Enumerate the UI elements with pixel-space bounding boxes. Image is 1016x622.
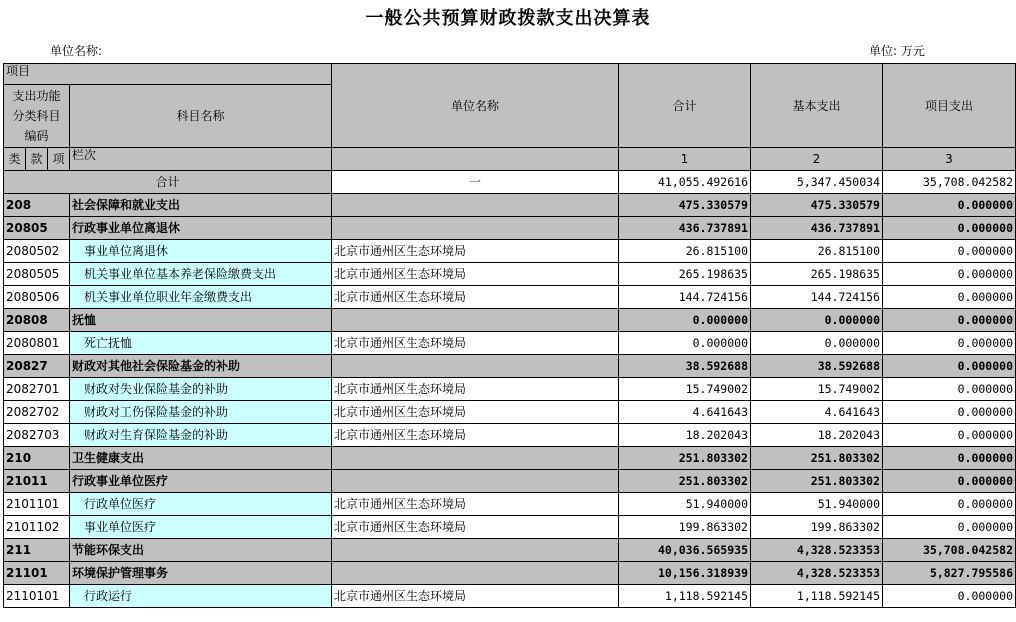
row-project: 0.000000 xyxy=(883,516,1016,539)
row-project: 0.000000 xyxy=(883,240,1016,263)
row-unit-name: 北京市通州区生态环境局 xyxy=(332,286,619,309)
table-row xyxy=(4,240,1016,263)
table-row xyxy=(4,286,1016,309)
row-subject-name: 抚恤 xyxy=(70,309,332,332)
row-basic: 4.641643 xyxy=(751,401,883,424)
row-basic: 1,118.592145 xyxy=(751,585,883,608)
row-basic: 251.803302 xyxy=(751,470,883,493)
row-code: 21011 xyxy=(4,470,70,493)
row-total: 144.724156 xyxy=(619,286,751,309)
row-code: 20827 xyxy=(4,355,70,378)
table-row xyxy=(4,309,1016,332)
header-func-code: 支出功能 分类科目 编码 xyxy=(4,85,70,148)
row-project: 0.000000 xyxy=(883,378,1016,401)
row-subject-name: 行政事业单位离退休 xyxy=(70,217,332,240)
row-code: 20808 xyxy=(4,309,70,332)
row-total: 18.202043 xyxy=(619,424,751,447)
header-col-order: 栏次 xyxy=(70,148,332,171)
table-row xyxy=(4,332,1016,355)
row-unit-name: 北京市通州区生态环境局 xyxy=(332,332,619,355)
row-code: 2082701 xyxy=(4,378,70,401)
header-total: 合计 xyxy=(619,64,751,148)
row-total: 26.815100 xyxy=(619,240,751,263)
header-col3: 3 xyxy=(883,148,1016,171)
header-xiang: 项 xyxy=(48,148,70,171)
row-unit-name: 北京市通州区生态环境局 xyxy=(332,585,619,608)
row-project: 0.000000 xyxy=(883,401,1016,424)
row-subject-name: 社会保障和就业支出 xyxy=(70,194,332,217)
row-total: 0.000000 xyxy=(619,309,751,332)
row-code: 2110101 xyxy=(4,585,70,608)
table-row xyxy=(4,424,1016,447)
row-unit-name: 北京市通州区生态环境局 xyxy=(332,401,619,424)
row-total: 10,156.318939 xyxy=(619,562,751,585)
row-basic: 38.592688 xyxy=(751,355,883,378)
row-total: 199.863302 xyxy=(619,516,751,539)
row-basic: 436.737891 xyxy=(751,217,883,240)
row-project: 0.000000 xyxy=(883,286,1016,309)
row-basic: 265.198635 xyxy=(751,263,883,286)
total-basic: 5,347.450034 xyxy=(751,171,883,194)
row-unit-name: 北京市通州区生态环境局 xyxy=(332,493,619,516)
row-basic: 0.000000 xyxy=(751,309,883,332)
row-total: 0.000000 xyxy=(619,332,751,355)
row-unit-name xyxy=(332,447,619,470)
row-unit-name xyxy=(332,217,619,240)
row-unit-name xyxy=(332,470,619,493)
row-code: 2080502 xyxy=(4,240,70,263)
row-code: 210 xyxy=(4,447,70,470)
row-unit-name: 北京市通州区生态环境局 xyxy=(332,263,619,286)
table-row xyxy=(4,447,1016,470)
row-subject-name: 行政运行 xyxy=(70,585,332,608)
row-code: 2101101 xyxy=(4,493,70,516)
row-total: 15.749002 xyxy=(619,378,751,401)
page-title: 一般公共预算财政拨款支出决算表 xyxy=(365,8,651,29)
row-total: 251.803302 xyxy=(619,447,751,470)
row-total: 265.198635 xyxy=(619,263,751,286)
row-project: 0.000000 xyxy=(883,309,1016,332)
row-total: 40,036.565935 xyxy=(619,539,751,562)
total-total: 41,055.492616 xyxy=(619,171,751,194)
total-project: 35,708.042582 xyxy=(883,171,1016,194)
row-code: 21101 xyxy=(4,562,70,585)
row-basic: 51.940000 xyxy=(751,493,883,516)
total-unit: 一 xyxy=(332,171,619,194)
total-label: 合计 xyxy=(4,171,332,194)
row-code: 2101102 xyxy=(4,516,70,539)
row-basic: 144.724156 xyxy=(751,286,883,309)
row-basic: 0.000000 xyxy=(751,332,883,355)
table-row xyxy=(4,539,1016,562)
row-subject-name: 死亡抚恤 xyxy=(70,332,332,355)
row-total: 436.737891 xyxy=(619,217,751,240)
table-row xyxy=(4,217,1016,240)
row-subject-name: 行政事业单位医疗 xyxy=(70,470,332,493)
row-subject-name: 卫生健康支出 xyxy=(70,447,332,470)
row-subject-name: 节能环保支出 xyxy=(70,539,332,562)
row-subject-name: 事业单位医疗 xyxy=(70,516,332,539)
row-subject-name: 财政对生育保险基金的补助 xyxy=(70,424,332,447)
row-basic: 251.803302 xyxy=(751,447,883,470)
row-project: 0.000000 xyxy=(883,470,1016,493)
row-project: 0.000000 xyxy=(883,194,1016,217)
table-row xyxy=(4,401,1016,424)
row-unit-name: 北京市通州区生态环境局 xyxy=(332,424,619,447)
row-unit-name: 北京市通州区生态环境局 xyxy=(332,516,619,539)
table-row xyxy=(4,470,1016,493)
row-subject-name: 环境保护管理事务 xyxy=(70,562,332,585)
row-unit-name: 北京市通州区生态环境局 xyxy=(332,240,619,263)
header-kuan: 款 xyxy=(26,148,48,171)
table-row xyxy=(4,194,1016,217)
row-total: 51.940000 xyxy=(619,493,751,516)
table-row xyxy=(4,378,1016,401)
row-code: 211 xyxy=(4,539,70,562)
table-row xyxy=(4,516,1016,539)
row-project: 0.000000 xyxy=(883,493,1016,516)
budget-table xyxy=(3,63,1016,608)
table-row xyxy=(4,562,1016,585)
row-code: 2080505 xyxy=(4,263,70,286)
header-col2: 2 xyxy=(751,148,883,171)
unit-name-label: 单位名称: xyxy=(50,44,103,58)
header-project: 项目支出 xyxy=(883,64,1016,148)
table-row xyxy=(4,355,1016,378)
row-project: 0.000000 xyxy=(883,355,1016,378)
unit-label: 单位: 万元 xyxy=(869,44,925,58)
row-unit-name: 北京市通州区生态环境局 xyxy=(332,378,619,401)
header-unit-name: 单位名称 xyxy=(332,64,619,148)
row-total: 251.803302 xyxy=(619,470,751,493)
header-basic: 基本支出 xyxy=(751,64,883,148)
row-project: 0.000000 xyxy=(883,263,1016,286)
row-unit-name xyxy=(332,355,619,378)
row-basic: 4,328.523353 xyxy=(751,562,883,585)
row-code: 2082703 xyxy=(4,424,70,447)
row-total: 475.330579 xyxy=(619,194,751,217)
header-col-order-unit xyxy=(332,148,619,171)
row-subject-name: 机关事业单位职业年金缴费支出 xyxy=(70,286,332,309)
header-item: 项目 xyxy=(4,64,332,85)
header-lei: 类 xyxy=(4,148,26,171)
row-unit-name xyxy=(332,309,619,332)
table-row xyxy=(4,263,1016,286)
row-basic: 18.202043 xyxy=(751,424,883,447)
row-basic: 4,328.523353 xyxy=(751,539,883,562)
row-unit-name xyxy=(332,562,619,585)
row-subject-name: 财政对其他社会保险基金的补助 xyxy=(70,355,332,378)
row-total: 1,118.592145 xyxy=(619,585,751,608)
total-row xyxy=(4,171,1016,194)
table-row xyxy=(4,493,1016,516)
row-subject-name: 财政对失业保险基金的补助 xyxy=(70,378,332,401)
row-project: 35,708.042582 xyxy=(883,539,1016,562)
row-subject-name: 事业单位离退休 xyxy=(70,240,332,263)
row-code: 2080801 xyxy=(4,332,70,355)
row-subject-name: 行政单位医疗 xyxy=(70,493,332,516)
row-total: 38.592688 xyxy=(619,355,751,378)
row-project: 0.000000 xyxy=(883,217,1016,240)
row-subject-name: 机关事业单位基本养老保险缴费支出 xyxy=(70,263,332,286)
table-row xyxy=(4,585,1016,608)
row-code: 2082702 xyxy=(4,401,70,424)
row-project: 0.000000 xyxy=(883,332,1016,355)
row-basic: 475.330579 xyxy=(751,194,883,217)
row-subject-name: 财政对工伤保险基金的补助 xyxy=(70,401,332,424)
header-col1: 1 xyxy=(619,148,751,171)
row-project: 5,827.795586 xyxy=(883,562,1016,585)
row-basic: 15.749002 xyxy=(751,378,883,401)
row-basic: 199.863302 xyxy=(751,516,883,539)
row-unit-name xyxy=(332,539,619,562)
row-unit-name xyxy=(332,194,619,217)
header-subject-name: 科目名称 xyxy=(70,85,332,148)
row-project: 0.000000 xyxy=(883,585,1016,608)
row-basic: 26.815100 xyxy=(751,240,883,263)
row-project: 0.000000 xyxy=(883,447,1016,470)
row-code: 208 xyxy=(4,194,70,217)
row-code: 20805 xyxy=(4,217,70,240)
row-project: 0.000000 xyxy=(883,424,1016,447)
row-code: 2080506 xyxy=(4,286,70,309)
row-total: 4.641643 xyxy=(619,401,751,424)
